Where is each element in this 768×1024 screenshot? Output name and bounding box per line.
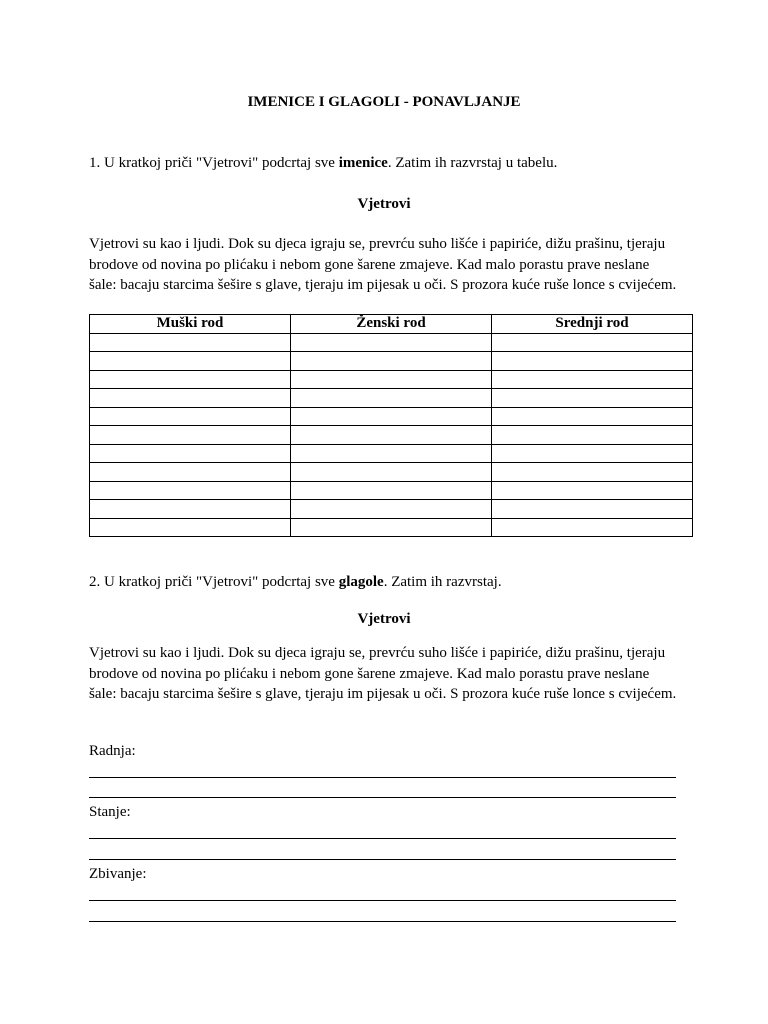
table-cell[interactable] bbox=[291, 370, 492, 389]
table-row bbox=[90, 426, 693, 445]
table-row bbox=[90, 518, 693, 537]
table-cell[interactable] bbox=[291, 426, 492, 445]
table-cell[interactable] bbox=[492, 500, 693, 519]
table-cell[interactable] bbox=[90, 352, 291, 371]
table-row bbox=[90, 370, 693, 389]
table-row bbox=[90, 463, 693, 482]
section-label-zbivanje: Zbivanje: bbox=[89, 866, 147, 882]
table-row bbox=[90, 407, 693, 426]
story-title-1: Vjetrovi bbox=[357, 196, 411, 212]
table-row bbox=[90, 389, 693, 408]
table-cell[interactable] bbox=[492, 518, 693, 537]
table-row bbox=[90, 333, 693, 352]
task-2-text-after: . Zatim ih razvrstaj. bbox=[383, 574, 502, 590]
table-cell[interactable] bbox=[291, 518, 492, 537]
section-label-radnja: Radnja: bbox=[89, 743, 136, 759]
table-cell[interactable] bbox=[90, 518, 291, 537]
table-cell[interactable] bbox=[90, 463, 291, 482]
answer-line[interactable] bbox=[89, 777, 676, 778]
task-1-instruction bbox=[89, 153, 709, 173]
table-cell[interactable] bbox=[492, 352, 693, 371]
answer-line[interactable] bbox=[89, 859, 676, 860]
table-cell[interactable] bbox=[291, 500, 492, 519]
table-cell[interactable] bbox=[492, 463, 693, 482]
answer-line[interactable] bbox=[89, 921, 676, 922]
task-2-text-before: 2. U kratkoj priči "Vjetrovi" podcrtaj sve bbox=[89, 574, 339, 590]
table-cell[interactable] bbox=[291, 352, 492, 371]
noun-gender-table bbox=[89, 314, 693, 537]
table-cell[interactable] bbox=[90, 370, 291, 389]
story-line: šale: bacaju starcima šešire s glave, tjeraju im pijesak u oči. S prozora kuće ruše lonce s cvijećem. bbox=[89, 686, 677, 702]
story-paragraph-2 bbox=[89, 643, 699, 705]
table-cell[interactable] bbox=[291, 333, 492, 352]
table-cell[interactable] bbox=[492, 481, 693, 500]
table-cell[interactable] bbox=[90, 444, 291, 463]
story-line: Vjetrovi su kao i ljudi. Dok su djeca igraju se, prevrću suho lišće i papiriće, dižu prašinu, tjeraju bbox=[89, 645, 666, 661]
table-cell[interactable] bbox=[492, 407, 693, 426]
table-cell[interactable] bbox=[90, 333, 291, 352]
table-row bbox=[90, 500, 693, 519]
story-title-2: Vjetrovi bbox=[357, 611, 411, 627]
story-line: brodove od novina po plićaku i nebom gone šarene zmajeve. Kad malo porastu prave neslane bbox=[89, 665, 650, 682]
page-title: IMENICE I GLAGOLI - PONAVLJANJE bbox=[247, 94, 521, 110]
table-cell[interactable] bbox=[291, 407, 492, 426]
table-cell[interactable] bbox=[90, 500, 291, 519]
table-cell[interactable] bbox=[291, 481, 492, 500]
table-cell[interactable] bbox=[90, 389, 291, 408]
task-1-keyword: imenice bbox=[338, 155, 388, 171]
story-line: brodove od novina po plićaku i nebom gone šarene zmajeve. Kad malo porastu prave neslane bbox=[89, 256, 650, 273]
story-line: šale: bacaju starcima šešire s glave, tjeraju im pijesak u oči. S prozora kuće ruše lonce s cvijećem. bbox=[89, 277, 677, 293]
table-cell[interactable] bbox=[291, 444, 492, 463]
table-cell[interactable] bbox=[291, 389, 492, 408]
table-cell[interactable] bbox=[492, 370, 693, 389]
table-cell[interactable] bbox=[492, 389, 693, 408]
column-header-masculine: Muški rod bbox=[90, 315, 291, 334]
table-cell[interactable] bbox=[291, 463, 492, 482]
story-paragraph-1 bbox=[89, 234, 699, 296]
answer-line[interactable] bbox=[89, 900, 676, 901]
task-2-keyword: glagole bbox=[338, 574, 384, 590]
section-label-stanje: Stanje: bbox=[89, 804, 131, 820]
table-row bbox=[90, 352, 693, 371]
table-cell[interactable] bbox=[492, 333, 693, 352]
table-cell[interactable] bbox=[90, 407, 291, 426]
answer-line[interactable] bbox=[89, 838, 676, 839]
table-cell[interactable] bbox=[90, 481, 291, 500]
task-1-text-before: 1. U kratkoj priči "Vjetrovi" podcrtaj sve bbox=[89, 155, 339, 171]
story-line: Vjetrovi su kao i ljudi. Dok su djeca igraju se, prevrću suho lišće i papiriće, dižu prašinu, tjeraju bbox=[89, 236, 666, 252]
table-cell[interactable] bbox=[90, 426, 291, 445]
table-header-row bbox=[90, 315, 693, 334]
answer-line[interactable] bbox=[89, 797, 676, 798]
column-header-neuter: Srednji rod bbox=[492, 315, 693, 334]
task-2-instruction bbox=[89, 572, 709, 592]
column-header-feminine: Ženski rod bbox=[291, 315, 492, 334]
table-row bbox=[90, 444, 693, 463]
table-cell[interactable] bbox=[492, 426, 693, 445]
task-1-text-after: . Zatim ih razvrstaj u tabelu. bbox=[387, 155, 558, 171]
table-row bbox=[90, 481, 693, 500]
table-cell[interactable] bbox=[492, 444, 693, 463]
